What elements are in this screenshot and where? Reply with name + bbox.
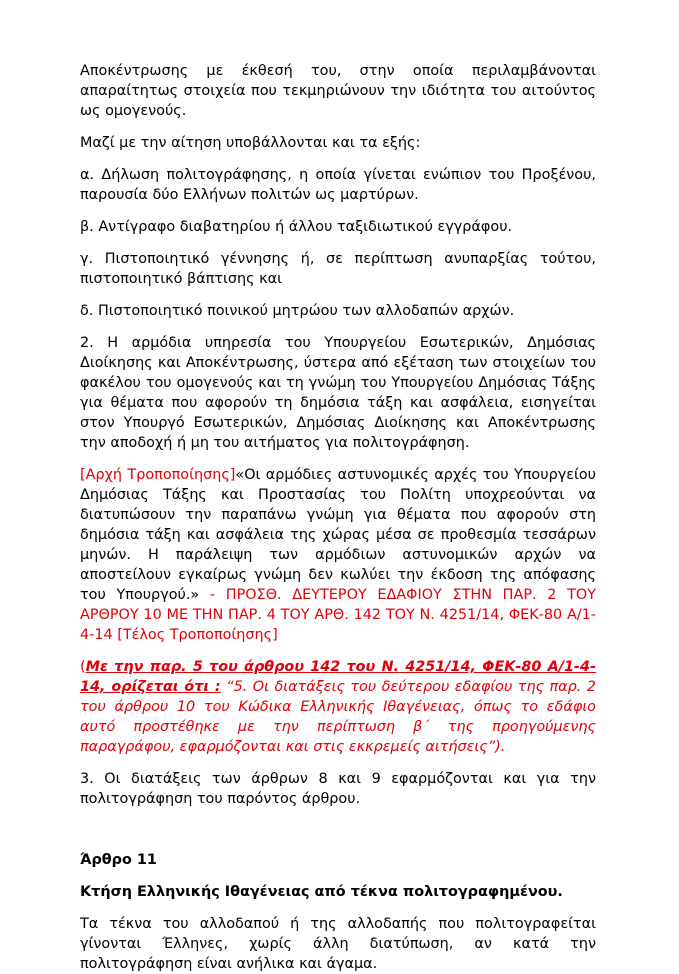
list-item-b: β. Αντίγραφο διαβατηρίου ή άλλου ταξιδιωτικού εγγράφου. bbox=[80, 219, 513, 235]
amendment-start-marker: [Αρχή Τροποποίησης] bbox=[80, 467, 236, 483]
note-open-paren: ( bbox=[80, 659, 86, 675]
note-reference: Με την παρ. 5 του άρθρου 142 του Ν. 4251/14, ΦΕΚ-80 Α/1-4-14, ορίζεται ότι : bbox=[80, 659, 596, 695]
intro-paragraph: Αποκέντρωσης με έκθεσή του, στην οποία περιλαμβάνονται απαραίτητως στοιχεία που τεκμηριώνουν την ιδιότητα του αιτούντος ως ομογενούς. bbox=[80, 63, 596, 119]
amendment-text: «Οι αρμόδιες αστυνομικές αρχές του Υπουργείου Δημόσιας Τάξης και Προστασίας του Πολίτη υποχρεούνται να διατυπώσουν την παραπάνω γνώμη για θέματα που αφορούν στη δημόσια τάξη και ασφάλεια της χώρας μέσα σε προθεσμία τεσσάρων μηνών. Η παράλειψη των αρμόδιων αστυνομικών αρχών να αποστείλουν εγκαίρως γνώμη δεν κωλύει την έκδοση της απόφασης του Υπουργού.» bbox=[80, 467, 596, 603]
note-quote: “5. Οι διατάξεις του δεύτερου εδαφίου της παρ. 2 του άρθρου 10 του Κώδικα Ελληνικής Ιθαγένειας, όπως το εδάφιο αυτό προστέθηκε με την περίπτωση β΄ της προηγούμενης παραγράφου, εφαρμόζονται και στις εκκρεμείς αιτήσεις”). bbox=[80, 679, 596, 755]
article-title: Άρθρο 11 bbox=[80, 852, 157, 868]
paragraph-3: 3. Οι διατάξεις των άρθρων 8 και 9 εφαρμόζονται και για την πολιτογράφηση του παρόντος άρθρου. bbox=[80, 771, 596, 807]
list-item-c: γ. Πιστοποιητικό γέννησης ή, σε περίπτωση ανυπαρξίας τούτου, πιστοποιητικό βάπτισης και bbox=[80, 251, 596, 287]
amendment-note: - ΠΡΟΣΘ. ΔΕΥΤΕΡΟΥ ΕΔΑΦΙΟΥ ΣΤΗΝ ΠΑΡ. 2 ΤΟΥ ΑΡΘΡΟΥ 10 ΜΕ ΤΗΝ ΠΑΡ. 4 ΤΟΥ ΑΡΘ. 142 ΤΟΥ Ν. 4251/14, ΦΕΚ-80 Α/1-4-14 [Τέλος Τροποποίησης] bbox=[80, 587, 597, 643]
article-body: Τα τέκνα του αλλοδαπού ή της αλλοδαπής που πολιτογραφείται γίνονται Έλληνες, χωρίς άλλη διατύπωση, αν κατά την πολιτογράφηση είναι ανήλικα και άγαμα. bbox=[80, 916, 596, 972]
list-item-d: δ. Πιστοποιητικό ποινικού μητρώου των αλλοδαπών αρχών. bbox=[80, 303, 515, 319]
list-item-a: α. Δήλωση πολιτογράφησης, η οποία γίνεται ενώπιον του Προξένου, παρουσία δύο Ελλήνων πολιτών ως μαρτύρων. bbox=[80, 167, 596, 203]
paragraph-2: 2. Η αρμόδια υπηρεσία του Υπουργείου Εσωτερικών, Δημόσιας Διοίκησης και Αποκέντρωσης, ύστερα από εξέταση των στοιχείων του φακέλου του ομογενούς και τη γνώμη του Υπουργείου Δημόσιας Τάξης για θέματα που αφορούν τη δημόσια τάξη και ασφάλεια, εισηγείται στον Υπουργό Εσωτερικών, Δημόσιας Διοίκησης και Αποκέντρωσης την αποδοχή ή μη του αιτήματος για πολιτογράφηση. bbox=[80, 335, 596, 451]
attachments-intro: Μαζί με την αίτηση υποβάλλονται και τα εξής: bbox=[80, 135, 421, 151]
amendment-paragraph bbox=[80, 465, 596, 645]
article-subtitle: Κτήση Ελληνικής Ιθαγένειας από τέκνα πολιτογραφημένου. bbox=[80, 884, 563, 900]
transitional-note bbox=[80, 657, 596, 757]
